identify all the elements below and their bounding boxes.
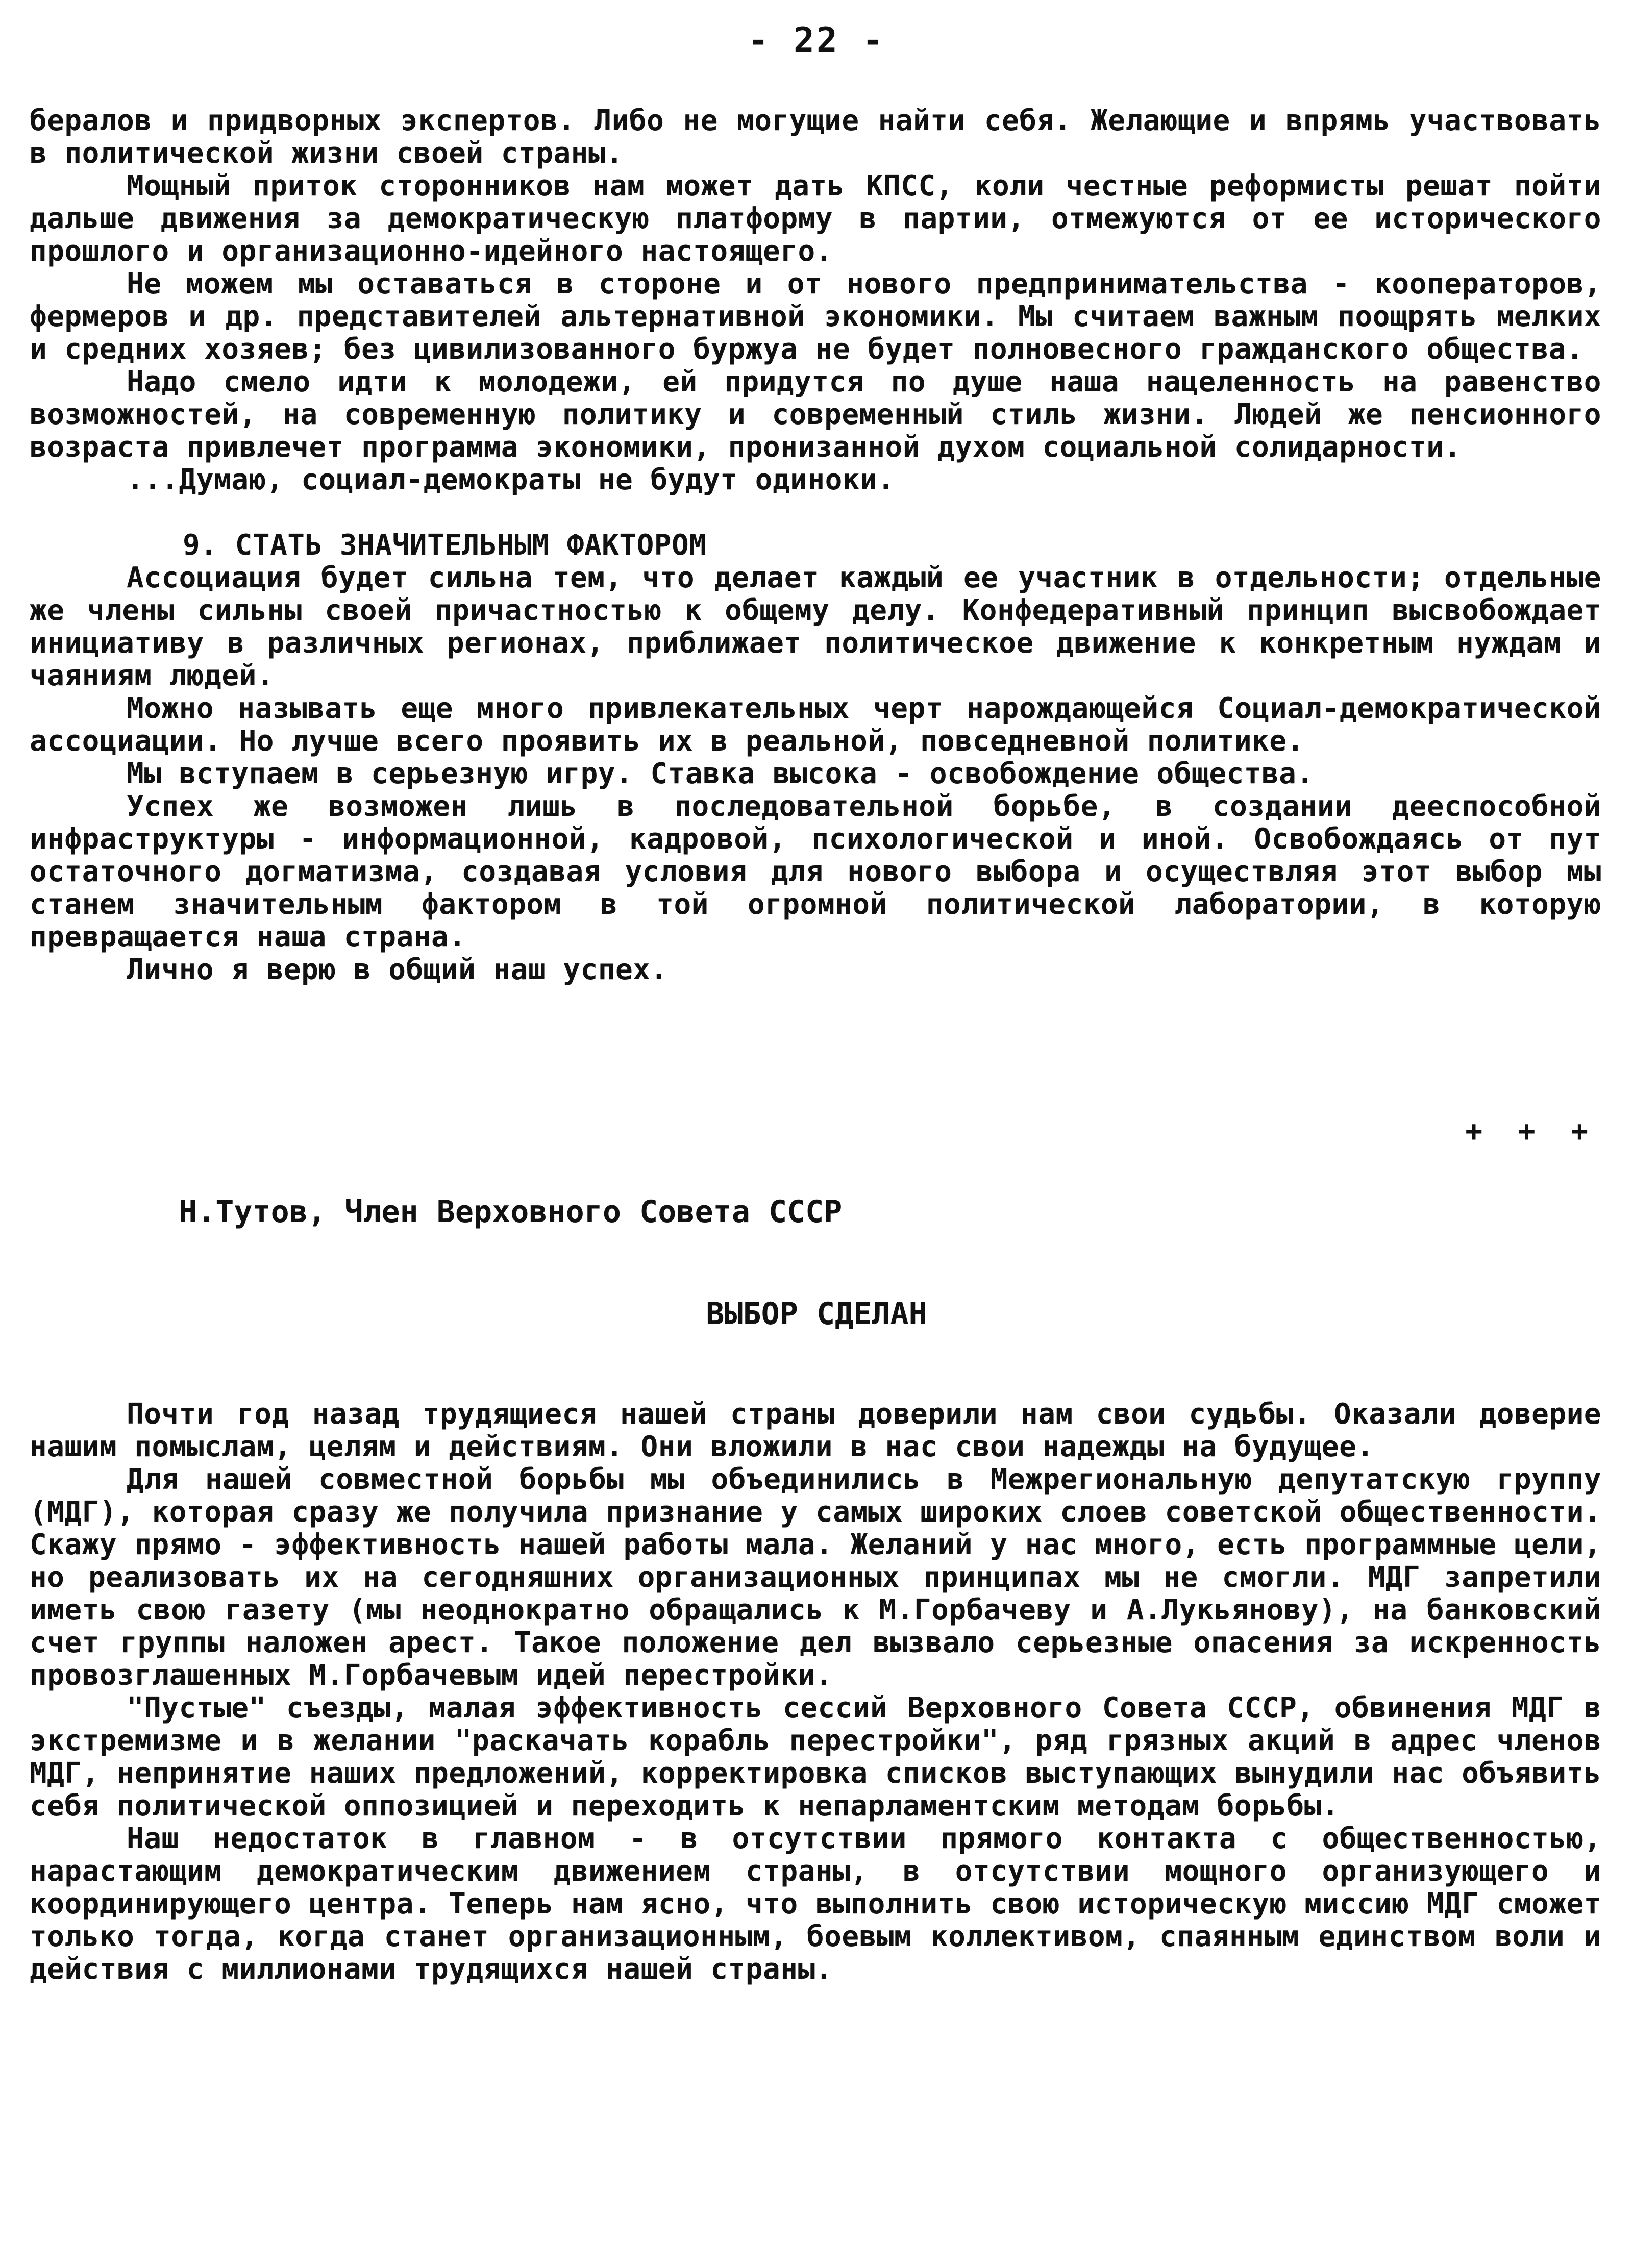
section-heading: 9. СТАТЬ ЗНАЧИТЕЛЬНЫМ ФАКТОРОМ <box>183 529 707 562</box>
paragraph: ...Думаю, социал-демократы не будут одиноки. <box>127 463 895 496</box>
article-body <box>30 1398 1601 1986</box>
paragraph: Надо смело идти к молодежи, ей придутся по душе наша нацеленность на равенство возможностей, на современную политику и современный стиль жизни. Людей же пенсионного возраста привлечет программа экономики, пронизанной духом социальной солидарности. <box>30 365 1601 464</box>
paragraph: Не можем мы оставаться в стороне и от нового предпринимательства - кооператоров, фермеров и др. представителей альтернативной экономики. Мы считаем важным поощрять мелких и средних хозяев; без цивилизованного буржуа не будет полновесного гражданского общества. <box>30 267 1601 366</box>
paragraph: Ассоциация будет сильна тем, что делает каждый ее участник в отдельности; отдельные же члены сильны своей причастностью к общему делу. Конфедеративный принцип высвобождает инициативу в различных регионах, приближает политическое движение к конкретным нуждам и чаяниям людей. <box>30 561 1601 692</box>
section-end-mark: + + + <box>1465 1115 1597 1148</box>
article-author: Н.Тутов, Член Верховного Совета СССР <box>179 1194 843 1230</box>
paragraph: Лично я верю в общий наш успех. <box>127 953 668 986</box>
paragraph: Почти год назад трудящиеся нашей страны доверили нам свои судьбы. Оказали доверие нашим помыслам, целям и действиям. Они вложили в нас свои надежды на будущее. <box>30 1398 1601 1463</box>
paragraph: Мощный приток сторонников нам может дать КПСС, коли честные реформисты решат пойти дальше движения за демократическую платформу в партии, отмежуются от ее исторического прошлого и организационно-идейного настоящего. <box>30 169 1601 268</box>
continuation-text <box>30 105 1601 986</box>
paragraph: Можно называть еще много привлекательных черт нарождающейся Социал-демократической ассоциации. Но лучше всего проявить их в реальной, повседневной политике. <box>30 692 1601 758</box>
paragraph: бералов и придворных экспертов. Либо не могущие найти себя. Желающие и впрямь участвовать в политической жизни своей страны. <box>30 104 1601 170</box>
paragraph: Мы вступаем в серьезную игру. Ставка высока - освобождение общества. <box>127 757 1314 790</box>
page-number: - 22 - <box>748 20 885 61</box>
paragraph: Для нашей совместной борьбы мы объединились в Межрегиональную депутатскую группу (МДГ), которая сразу же получила признание у самых широких слоев советской общественности. Скажу прямо - эффективность нашей работы мала. Желаний у нас много, есть программные цели, но реализовать их на сегодняшних организационных принципах мы не смогли. МДГ запретили иметь свою газету (мы неоднократно обращались к М.Горбачеву и А.Лукьянову), на банковский счет группы наложен арест. Такое положение дел вызвало серьезные опасения за искренность провозглашенных М.Горбачевым идей перестройки. <box>30 1463 1601 1692</box>
paragraph: "Пустые" съезды, малая эффективность сессий Верховного Совета СССР, обвинения МДГ в экстремизме и в желании "раскачать корабль перестройки", ряд грязных акций в адрес членов МДГ, непринятие наших предложений, корректировка списков выступающих вынудили нас объявить себя политической оппозицией и переходить к непарламентским методам борьбы. <box>30 1691 1601 1823</box>
article-title: ВЫБОР СДЕЛАН <box>706 1296 927 1332</box>
paragraph: Наш недостаток в главном - в отсутствии прямого контакта с общественностью, нарастающим демократическим движением страны, в отсутствии мощного организующего и координирующего центра. Теперь нам ясно, что выполнить свою историческую миссию МДГ сможет только тогда, когда станет организационным, боевым коллективом, спаянным единством воли и действия с миллионами трудящихся нашей страны. <box>30 1822 1601 1986</box>
paragraph: Успех же возможен лишь в последовательной борьбе, в создании дееспособной инфраструктуры - информационной, кадровой, психологической и иной. Освобождаясь от пут остаточного догматизма, создавая условия для нового выбора и осуществляя этот выбор мы станем значительным фактором в той огромной политической лаборатории, в которую превращается наша страна. <box>30 790 1601 954</box>
